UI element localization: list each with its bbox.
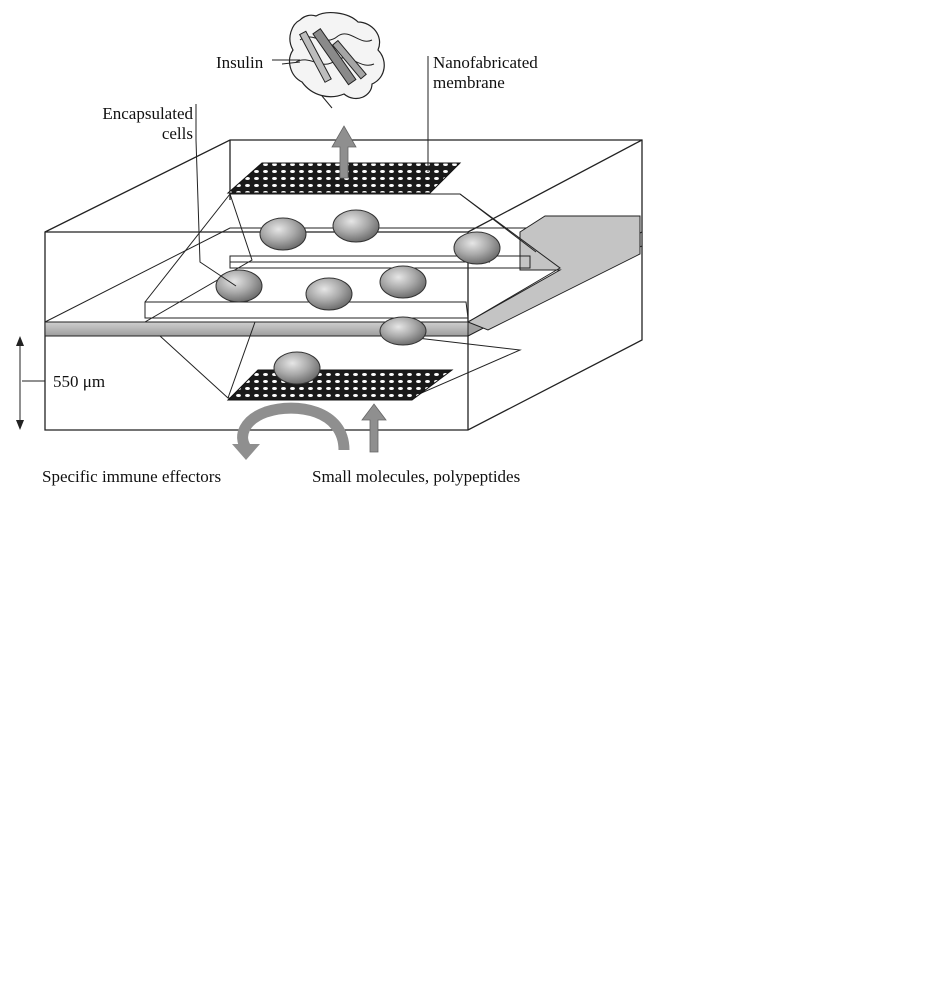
immune-effectors-label: Specific immune effectors xyxy=(42,467,222,486)
insulin-label: Insulin xyxy=(216,53,264,72)
cells-label-line2: cells xyxy=(161,124,193,143)
cell xyxy=(333,210,379,242)
double-vertical-arrow-icon xyxy=(16,336,45,430)
up-arrow-icon xyxy=(362,404,386,452)
cell xyxy=(216,270,262,302)
encapsulated-cells xyxy=(216,210,500,384)
cell xyxy=(380,266,426,298)
right-flow-arrow xyxy=(468,216,640,330)
bottom-nanofabricated-membrane xyxy=(228,370,452,400)
cell xyxy=(454,232,500,264)
small-molecules-label: Small molecules, polypeptides xyxy=(312,467,521,486)
membrane-label-line2: membrane xyxy=(433,73,505,92)
cell xyxy=(380,317,426,345)
membrane-label-line1: Nanofabricated xyxy=(433,53,538,72)
cell xyxy=(274,352,320,384)
cell xyxy=(306,278,352,310)
cells-label-line1: Encapsulated xyxy=(102,104,193,123)
thickness-label: 550 μm xyxy=(53,372,106,391)
cell xyxy=(260,218,306,250)
curved-arrow-icon xyxy=(232,408,344,460)
